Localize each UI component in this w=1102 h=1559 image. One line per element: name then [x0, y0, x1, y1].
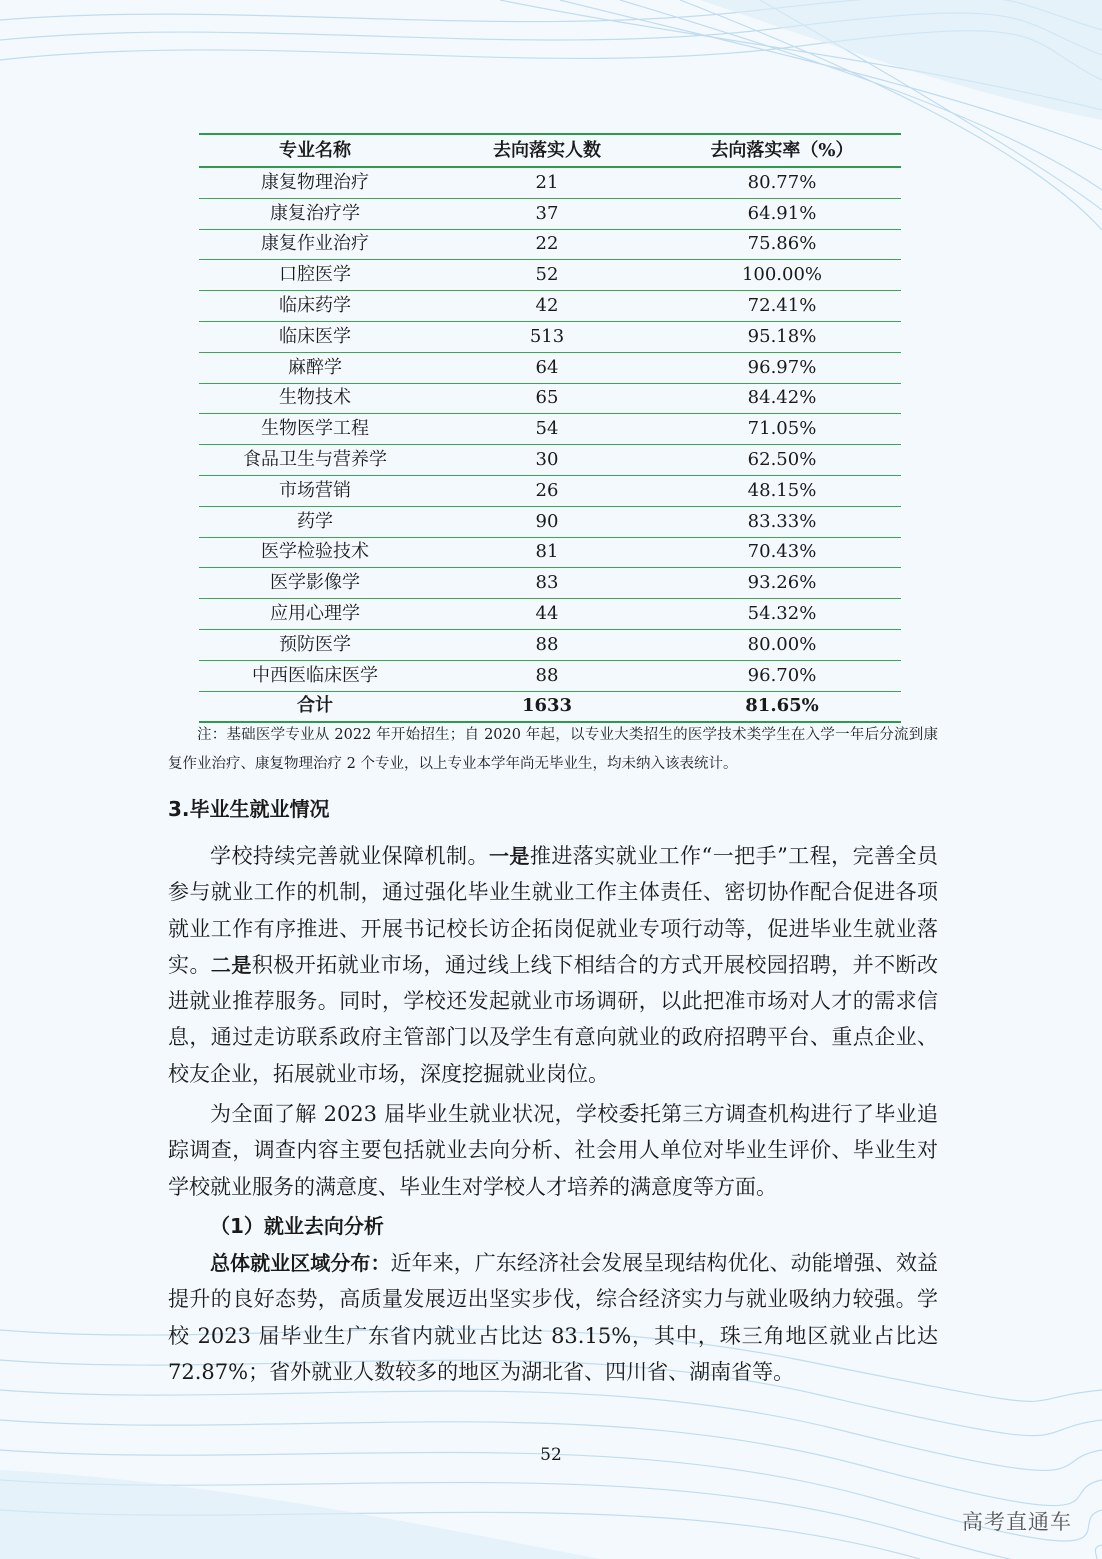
cell-count: 65	[431, 383, 663, 414]
cell-rate: 80.00%	[663, 629, 901, 660]
table-row	[199, 599, 901, 630]
table-row	[199, 506, 901, 537]
table-row	[199, 568, 901, 599]
cell-rate: 62.50%	[663, 445, 901, 476]
table-row	[199, 660, 901, 691]
cell-rate: 54.32%	[663, 599, 901, 630]
cell-count: 83	[431, 568, 663, 599]
table-row	[199, 198, 901, 229]
paragraph-mechanism	[168, 838, 938, 1092]
cell-major: 医学检验技术	[199, 537, 431, 568]
table-row	[199, 537, 901, 568]
paragraph-region	[168, 1245, 938, 1390]
table-row	[199, 475, 901, 506]
cell-major: 康复物理治疗	[199, 167, 431, 198]
cell-rate: 71.05%	[663, 414, 901, 445]
total-count: 1633	[431, 691, 663, 722]
cell-rate: 100.00%	[663, 260, 901, 291]
cell-major: 麻醉学	[199, 352, 431, 383]
cell-count: 90	[431, 506, 663, 537]
table-total-row	[199, 691, 901, 722]
cell-rate: 84.42%	[663, 383, 901, 414]
cell-rate: 64.91%	[663, 198, 901, 229]
table-row	[199, 352, 901, 383]
header-count: 去向落实人数	[431, 134, 663, 167]
p1-intro: 学校持续完善就业保障机制。	[210, 844, 489, 868]
cell-major: 生物技术	[199, 383, 431, 414]
cell-rate: 96.70%	[663, 660, 901, 691]
p3-text: 近年来，广东经济社会发展呈现结构优化、动能增强、效益提升的良好态势，高质量发展迈出坚实步伐，综合经济实力与就业吸纳力较强。学校 2023 届毕业生广东省内就业占比达 83.15%，其中，珠三角地区就业占比达 72.87%；省外就业人数较多的地区为湖北省、四川省、湖南省等。	[168, 1251, 938, 1384]
cell-count: 64	[431, 352, 663, 383]
cell-rate: 70.43%	[663, 537, 901, 568]
cell-count: 52	[431, 260, 663, 291]
page-number: 52	[540, 1445, 562, 1465]
cell-major: 中西医临床医学	[199, 660, 431, 691]
cell-count: 44	[431, 599, 663, 630]
cell-major: 预防医学	[199, 629, 431, 660]
cell-rate: 83.33%	[663, 506, 901, 537]
p1-first-label: 一是	[488, 844, 530, 868]
p1-second-label: 二是	[210, 952, 252, 977]
cell-rate: 72.41%	[663, 291, 901, 322]
cell-rate: 93.26%	[663, 568, 901, 599]
table-row	[199, 260, 901, 291]
cell-major: 临床医学	[199, 321, 431, 352]
cell-count: 513	[431, 321, 663, 352]
table-row	[199, 291, 901, 322]
cell-count: 88	[431, 660, 663, 691]
cell-count: 37	[431, 198, 663, 229]
p3-label: 总体就业区域分布：	[210, 1251, 391, 1275]
cell-count: 21	[431, 167, 663, 198]
cell-major: 康复治疗学	[199, 198, 431, 229]
cell-major: 口腔医学	[199, 260, 431, 291]
cell-count: 54	[431, 414, 663, 445]
paragraph-survey: 为全面了解 2023 届毕业生就业状况，学校委托第三方调查机构进行了毕业追踪调查，调查内容主要包括就业去向分析、社会用人单位对毕业生评价、毕业生对学校就业服务的满意度、毕业生对学校人才培养的满意度等方面。	[168, 1102, 938, 1199]
total-label: 合计	[199, 691, 431, 722]
watermark: 高考直通车	[962, 1510, 1072, 1534]
cell-count: 26	[431, 475, 663, 506]
table-row	[199, 445, 901, 476]
table-row	[199, 167, 901, 198]
cell-major: 市场营销	[199, 475, 431, 506]
table-header-row	[199, 134, 901, 167]
cell-rate: 80.77%	[663, 167, 901, 198]
cell-major: 应用心理学	[199, 599, 431, 630]
employment-rate-table	[199, 133, 901, 723]
table-row	[199, 383, 901, 414]
cell-count: 81	[431, 537, 663, 568]
p1-second-text: 积极开拓就业市场，通过线上线下相结合的方式开展校园招聘，并不断改进就业推荐服务。同时，学校还发起就业市场调研，以此把准市场对人才的需求信息，通过走访联系政府主管部门以及学生有意向就业的政府招聘平台、重点企业、校友企业，拓展就业市场，深度挖掘就业岗位。	[168, 952, 939, 1086]
p1-first-text: 推进落实就业工作“一把手”工程，完善全员参与就业工作的机制，通过强化毕业生就业工作主体责任、密切协作配合促进各项就业工作有序推进、开展书记校长访企拓岗促就业专项行动等，促进毕业生就业落实。	[168, 844, 939, 977]
table-row	[199, 229, 901, 260]
cell-major: 康复作业治疗	[199, 229, 431, 260]
sub-title: （1）就业去向分析	[210, 1214, 384, 1238]
table-row	[199, 321, 901, 352]
total-rate: 81.65%	[663, 691, 901, 722]
cell-rate: 95.18%	[663, 321, 901, 352]
cell-major: 食品卫生与营养学	[199, 445, 431, 476]
table-note: 注：基础医学专业从 2022 年开始招生；自 2020 年起，以专业大类招生的医学技术类学生在入学一年后分流到康复作业治疗、康复物理治疗 2 个专业，以上专业本学年尚无毕业生，均未纳入该表统计。	[168, 727, 938, 772]
cell-major: 生物医学工程	[199, 414, 431, 445]
cell-major: 临床药学	[199, 291, 431, 322]
cell-count: 22	[431, 229, 663, 260]
cell-major: 医学影像学	[199, 568, 431, 599]
table-row	[199, 629, 901, 660]
cell-major: 药学	[199, 506, 431, 537]
cell-count: 42	[431, 291, 663, 322]
table-row	[199, 414, 901, 445]
header-rate: 去向落实率（%）	[663, 134, 901, 167]
cell-rate: 48.15%	[663, 475, 901, 506]
cell-count: 88	[431, 629, 663, 660]
section-title: 3.毕业生就业情况	[168, 797, 330, 821]
cell-rate: 75.86%	[663, 229, 901, 260]
cell-count: 30	[431, 445, 663, 476]
cell-rate: 96.97%	[663, 352, 901, 383]
header-major: 专业名称	[199, 134, 431, 167]
